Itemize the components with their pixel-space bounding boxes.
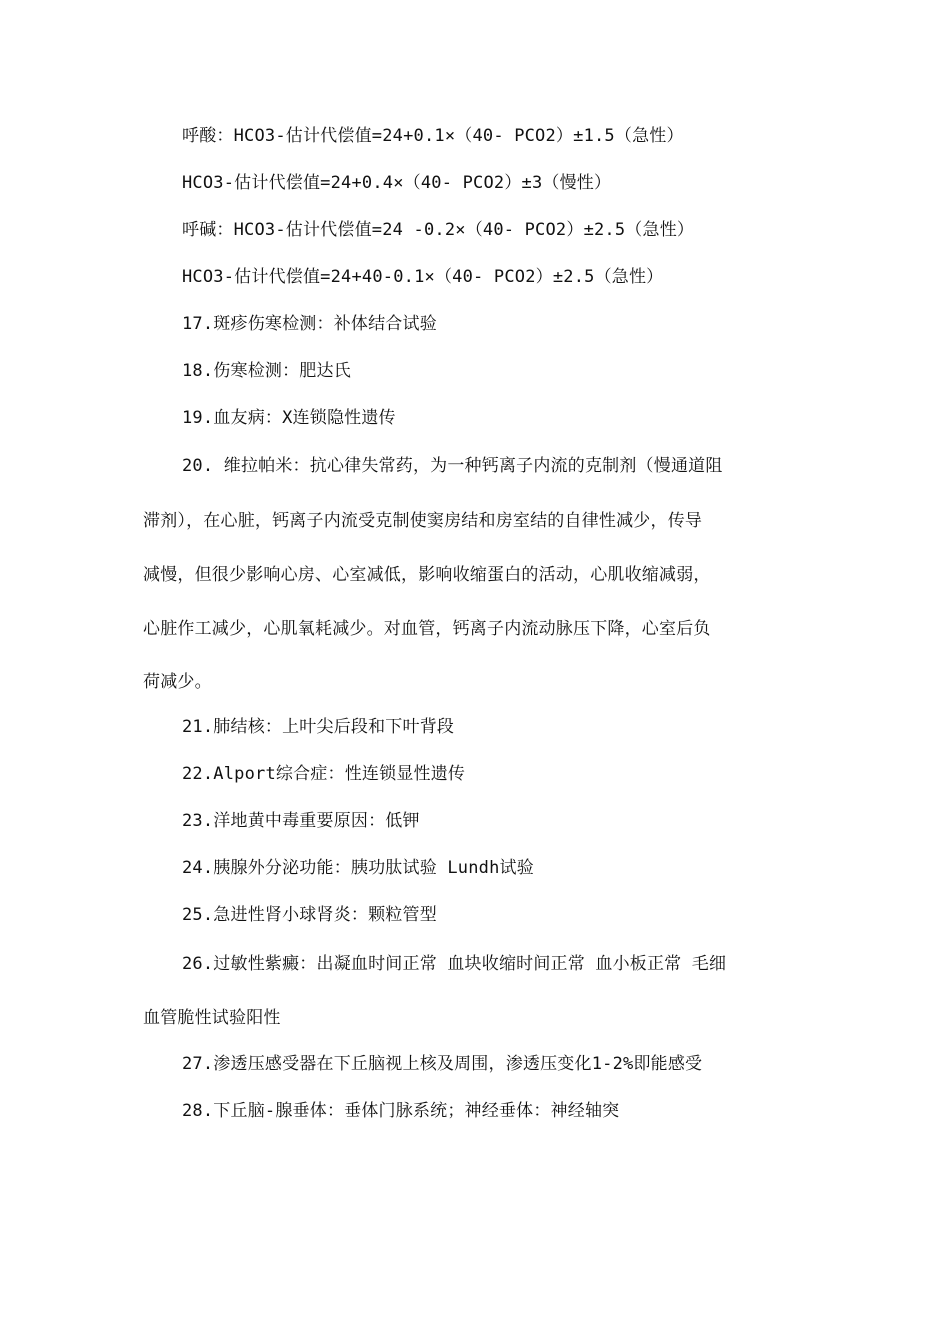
text-line: 心脏作工减少，心肌氧耗减少。对血管，钙离子内流动脉压下降，心室后负 [143, 619, 711, 639]
text-line: 滞剂），在心脏，钙离子内流受克制使窦房结和房室结的自律性减少，传导 [143, 511, 703, 531]
text-line: 荷减少。 [143, 672, 212, 692]
text-line: 23.洋地黄中毒重要原因：低钾 [182, 811, 420, 831]
text-line: 19.血友病：X连锁隐性遗传 [182, 408, 396, 428]
text-line: 28.下丘脑-腺垂体：垂体门脉系统；神经垂体：神经轴突 [182, 1101, 620, 1121]
text-line: 27.渗透压感受器在下丘脑视上核及周围，渗透压变化1-2%即能感受 [182, 1054, 703, 1074]
text-line: 17.斑疹伤寒检测：补体结合试验 [182, 314, 437, 334]
text-line: 24.胰腺外分泌功能：胰功肽试验 Lundh试验 [182, 858, 534, 878]
text-line: 呼碱：HCO3-估计代偿值=24 -0.2×（40- PCO2）±2.5（急性） [182, 220, 695, 240]
text-line: HCO3-估计代偿值=24+0.4×（40- PCO2）±3（慢性） [182, 173, 612, 193]
text-line: 18.伤寒检测：肥达氏 [182, 361, 351, 381]
text-line: 20. 维拉帕米：抗心律失常药，为一种钙离子内流的克制剂（慢通道阻 [182, 456, 723, 476]
text-line: 22.Alport综合症：性连锁显性遗传 [182, 764, 466, 784]
text-line: HCO3-估计代偿值=24+40-0.1×（40- PCO2）±2.5（急性） [182, 267, 664, 287]
text-line: 减慢，但很少影响心房、心室减低，影响收缩蛋白的活动，心肌收缩减弱， [143, 565, 711, 585]
text-line: 25.急进性肾小球肾炎：颗粒管型 [182, 905, 437, 925]
text-line: 呼酸：HCO3-估计代偿值=24+0.1×（40- PCO2）±1.5（急性） [182, 126, 684, 146]
text-line: 26.过敏性紫癜：出凝血时间正常 血块收缩时间正常 血小板正常 毛细 [182, 954, 727, 974]
text-line: 21.肺结核：上叶尖后段和下叶背段 [182, 717, 455, 737]
text-line: 血管脆性试验阳性 [143, 1008, 281, 1028]
